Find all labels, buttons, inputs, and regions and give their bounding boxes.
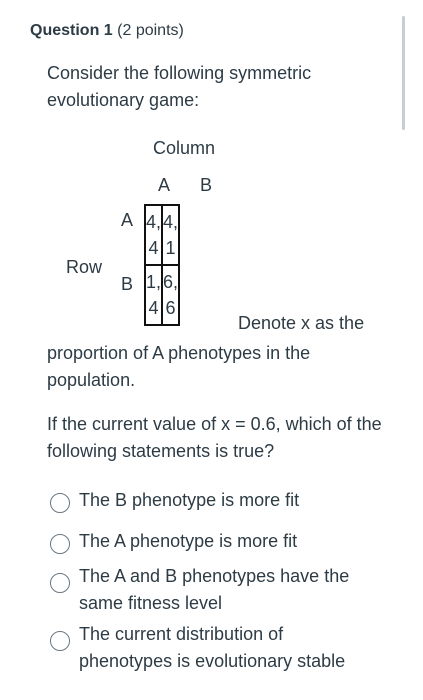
question-text: If the current value of x = 0.6, which of the following statements is true?: [47, 414, 382, 461]
column-payoff: 4: [148, 238, 159, 258]
payoff-cell-aa: [145, 205, 162, 265]
scrollbar[interactable]: [402, 16, 405, 130]
row-strategy-b: B: [121, 274, 134, 294]
column-payoff: 1: [165, 238, 176, 258]
payoff-matrix: [144, 204, 180, 326]
payoff-cell-ba: [145, 265, 162, 325]
column-player-label: Column: [153, 138, 216, 158]
column-strategy-a: A: [158, 175, 171, 195]
answer-option-label: The A and B phenotypes have the same fitness level: [79, 566, 350, 613]
answer-option-label: The B phenotype is more fit: [79, 490, 300, 510]
answer-option-label: The current distribution of phenotypes is evolutionary stable: [79, 624, 346, 671]
row-player-label: Row: [66, 257, 103, 277]
question-intro: Consider the following symmetric evolutionary game:: [47, 63, 312, 110]
row-payoff: 4,: [163, 212, 179, 232]
payoff-cell-ab: [162, 205, 179, 265]
payoff-cell-bb: [162, 265, 179, 325]
definition-text-rest: proportion of A phenotypes in the population.: [47, 343, 311, 390]
radio-button[interactable]: [50, 631, 70, 651]
question-points: (2 points): [117, 22, 184, 39]
matrix-row-a: [145, 205, 179, 265]
row-strategy-a: A: [121, 210, 134, 230]
question-header: [30, 22, 184, 40]
row-payoff: 4,: [146, 212, 162, 232]
row-payoff: 1,: [146, 272, 162, 292]
row-payoff: 6,: [163, 272, 179, 292]
column-payoff: 4: [148, 298, 159, 318]
matrix-row-b: [145, 265, 179, 325]
radio-button[interactable]: [50, 573, 70, 593]
radio-button[interactable]: [50, 534, 70, 554]
definition-text-start: Denote x as the: [238, 313, 365, 333]
column-strategy-b: B: [200, 175, 213, 195]
answer-option-label: The A phenotype is more fit: [79, 531, 298, 551]
radio-button[interactable]: [50, 493, 70, 513]
question-title: Question 1: [30, 22, 113, 39]
column-payoff: 6: [165, 298, 176, 318]
